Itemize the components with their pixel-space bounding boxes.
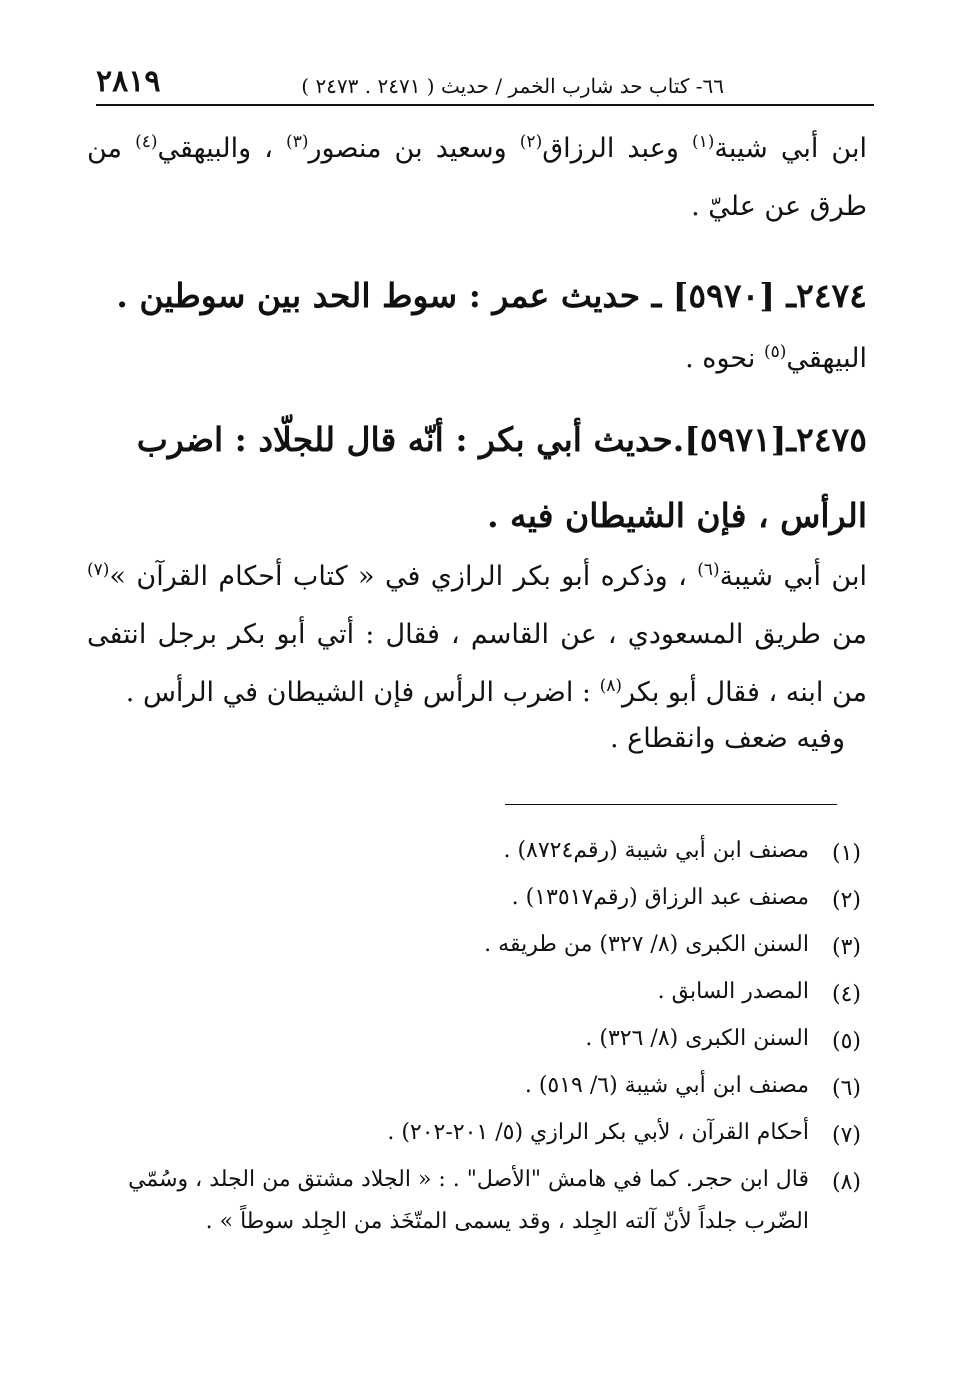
footnote-item <box>71 1018 861 1065</box>
text-segment: ابن أبي شيبة <box>719 561 867 592</box>
hadith-text: .حديث أبي بكر : أنّه قال للجلّاد : اضرب الرأس ، فإن الشيطان فيه . <box>136 420 867 535</box>
footnote-number: (٣) <box>831 935 861 960</box>
hadith-text: ـ حديث عمر : سوط الحد بين سوطين . <box>116 276 662 315</box>
footnote-text: أحكام القرآن ، لأبي بكر الرازي (٥/ ٢٠١-٢٠٢) . <box>387 1120 809 1145</box>
footnote-number: (٤) <box>831 982 861 1007</box>
footnote-ref-6[interactable]: (٦) <box>697 560 720 580</box>
footnote-number: (٦) <box>831 1076 861 1101</box>
footnote-ref-1[interactable]: (١) <box>691 132 715 152</box>
paragraph-sources-2473 <box>87 120 867 236</box>
footnote-text: مصنف عبد الرزاق (رقم١٣٥١٧) . <box>511 885 809 910</box>
text-segment: من طريق المسعودي ، عن القاسم ، فقال : أتي أبو بكر برجل انتفى من ابنه ، فقال أبو بكر <box>87 619 867 708</box>
footnote-number: (٥) <box>831 1029 861 1054</box>
hadith-2475-heading <box>87 402 867 554</box>
footnote-text: المصدر السابق . <box>657 979 809 1004</box>
footnote-item <box>71 971 861 1018</box>
footnote-ref-8[interactable]: (٨) <box>599 676 623 696</box>
footnote-item <box>71 1065 861 1112</box>
hadith-ref: [٥٩٧٠] <box>661 276 787 315</box>
footnote-item <box>71 1112 861 1159</box>
footnote-item <box>71 924 861 971</box>
footnote-ref-3[interactable]: (٣) <box>286 132 309 152</box>
text-segment: البيهقي <box>786 343 867 374</box>
paragraph-sources-2474 <box>87 330 867 388</box>
footnote-ref-2[interactable]: (٢) <box>519 132 543 152</box>
footnote-number: (١) <box>831 841 861 866</box>
footnote-item <box>71 877 861 924</box>
text-segment: ، وذكره أبو بكر الرازي في « كتاب أحكام القرآن » <box>109 561 698 592</box>
text-segment: نحوه . <box>685 343 764 374</box>
footnote-text: قال ابن حجر. كما في هامش "الأصل" . : « الجلاد مشتق من الجلد ، وسُمّي الضّرب جلداً لأنّ آلته الجِلد ، وقد يسمى المتّخَذ من الجِلد سوطاً » . <box>128 1167 809 1234</box>
footnote-ref-7[interactable]: (٧) <box>87 560 110 580</box>
paragraph-weakness-note: وفيه ضعف وانقطاع . <box>610 723 845 754</box>
footnote-ref-4[interactable]: (٤) <box>135 132 158 152</box>
text-segment: من طرق عن عليّ . <box>87 133 867 222</box>
footnote-text: مصنف ابن أبي شيبة (٦/ ٥١٩) . <box>524 1073 809 1098</box>
page-number: ٢٨١٩ <box>96 64 161 99</box>
text-segment: ابن أبي شيبة <box>714 133 867 164</box>
hadith-ref: [٥٩٧١] <box>684 420 787 459</box>
footnote-item <box>71 830 861 877</box>
hadith-2474-heading <box>87 258 867 334</box>
footnote-number: (٨) <box>831 1170 861 1195</box>
text-segment: : اضرب الرأس فإن الشيطان في الرأس . <box>125 677 600 708</box>
footnote-divider <box>505 804 837 805</box>
paragraph-sources-2475 <box>87 548 867 722</box>
running-title: ٦٦- كتاب حد شارب الخمر / حديث ( ٢٤٧١ . ٢٤٧٣ ) <box>301 74 724 98</box>
text-segment: وسعيد بن منصور <box>308 133 520 164</box>
footnote-text: السنن الكبرى (٨/ ٣٢٧) من طريقه . <box>484 932 809 957</box>
page-header <box>96 64 874 106</box>
footnotes-list <box>71 830 861 1243</box>
hadith-number: ٢٤٧٤ـ <box>786 276 867 315</box>
text-segment: وعبد الرزاق <box>542 133 692 164</box>
text-segment: ، والبيهقي <box>157 133 287 164</box>
footnote-item <box>71 1159 861 1243</box>
footnote-text: مصنف ابن أبي شيبة (رقم٨٧٢٤) . <box>503 838 809 863</box>
footnote-number: (٧) <box>831 1123 861 1148</box>
footnote-text: السنن الكبرى (٨/ ٣٢٦) . <box>585 1026 809 1051</box>
hadith-number: ٢٤٧٥ـ <box>786 420 867 459</box>
footnote-number: (٢) <box>831 888 861 913</box>
footnote-ref-5[interactable]: (٥) <box>763 342 787 362</box>
